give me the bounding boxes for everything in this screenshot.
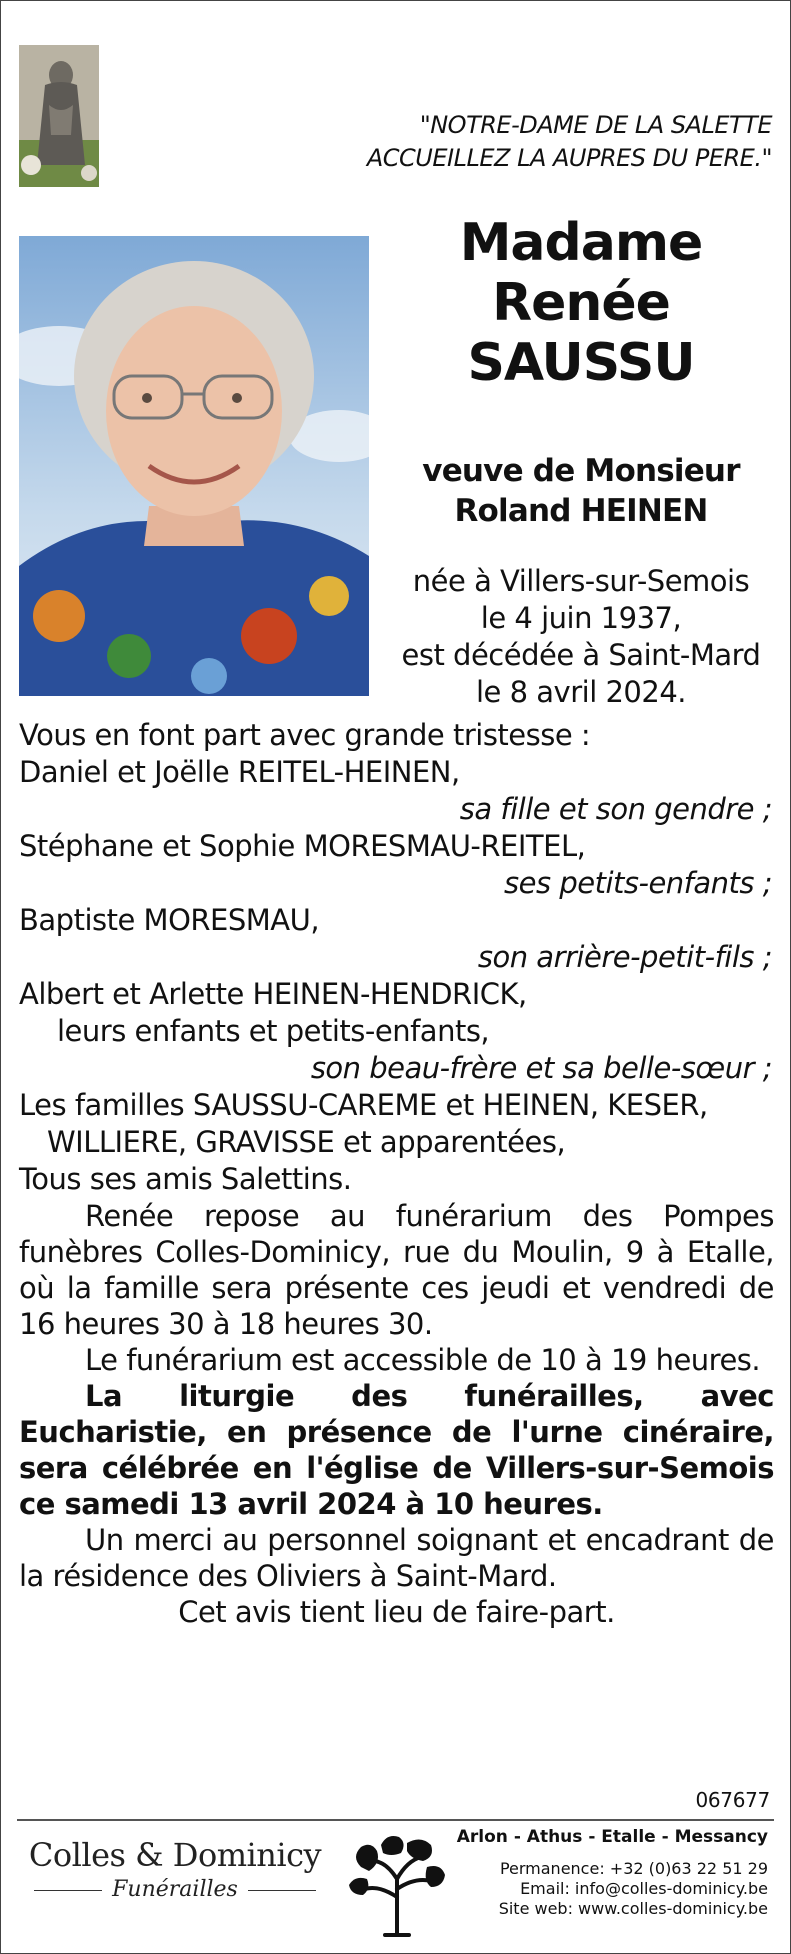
funeral-home-logo	[25, 1835, 325, 1905]
brand-sub-text: Funérailles	[112, 1877, 238, 1902]
brand-subtitle	[25, 1875, 325, 1905]
portrait-photo	[19, 236, 369, 696]
deceased-name	[381, 213, 781, 393]
divider-left	[34, 1890, 102, 1891]
contact-info	[448, 1827, 768, 1919]
family-line: Tous ses amis Salettins.	[19, 1162, 352, 1196]
announcement-body	[19, 717, 774, 1631]
website-text[interactable]: Site web: www.colles-dominicy.be	[498, 1899, 768, 1918]
funerarium-paragraph: Renée repose au funérarium des Pompes funèbres Colles-Dominicy, rue du Moulin, 9 à Etalle, où la famille sera présente ces jeudi et vendredi de 16 heures 30 à 18 heures 30.	[19, 1199, 774, 1341]
family-relation: ses petits-enfants ;	[504, 866, 772, 900]
family-line: Albert et Arlette HEINEN-HENDRICK,	[19, 977, 527, 1011]
liturgy-paragraph: La liturgie des funérailles, avec Eucharistie, en présence de l'urne cinéraire, sera célébrée en l'église de Villers-sur-Semois ce samedi 13 avril 2024 à 10 heures.	[19, 1379, 774, 1521]
thanks-paragraph: Un merci au personnel soignant et encadrant de la résidence des Oliviers à Saint-Mard.	[19, 1523, 774, 1593]
quote-line-2: ACCUEILLEZ LA AUPRES DU PERE."	[366, 144, 772, 172]
birth-line-3: est décédée à Saint-Mard	[401, 638, 761, 672]
branch-cities: Arlon - Athus - Etalle - Messancy	[456, 1827, 768, 1847]
family-line: leurs enfants et petits-enfants,	[57, 1014, 490, 1048]
divider-right	[248, 1890, 316, 1891]
family-relation: sa fille et son gendre ;	[459, 792, 772, 826]
widow-line-2: Roland HEINEN	[454, 493, 708, 529]
statue-photo	[19, 45, 99, 187]
family-relation: son arrière-petit-fils ;	[477, 940, 772, 974]
widow-line-1: veuve de Monsieur	[422, 453, 740, 489]
family-line: Les familles SAUSSU-CAREME et HEINEN, KESER,	[19, 1088, 708, 1122]
birth-line-2: le 4 juin 1937,	[480, 601, 682, 635]
name-title: Madame	[459, 213, 703, 273]
family-line: Daniel et Joëlle REITEL-HEINEN,	[19, 755, 460, 789]
quote-line-1: "NOTRE-DAME DE LA SALETTE	[419, 111, 772, 139]
footer-divider	[17, 1819, 774, 1821]
birth-line-1: née à Villers-sur-Semois	[412, 564, 750, 598]
family-line: Stéphane et Sophie MORESMAU-REITEL,	[19, 829, 586, 863]
name-last: SAUSSU	[467, 333, 695, 393]
brand-name: Colles & Dominicy	[28, 1836, 322, 1874]
birth-death-info	[381, 563, 781, 711]
tree-icon	[341, 1827, 453, 1939]
notice-paragraph: Cet avis tient lieu de faire-part.	[178, 1595, 615, 1629]
birth-line-4: le 8 avril 2024.	[476, 675, 686, 709]
family-line: Baptiste MORESMAU,	[19, 903, 320, 937]
family-relation: son beau-frère et sa belle-sœur ;	[310, 1051, 772, 1085]
name-first: Renée	[492, 273, 670, 333]
phone-text: Permanence: +32 (0)63 22 51 29	[499, 1859, 768, 1878]
memorial-quote	[252, 109, 772, 175]
opening-hours-paragraph: Le funérarium est accessible de 10 à 19 heures.	[85, 1343, 761, 1377]
reference-number: 067677	[695, 1788, 770, 1812]
family-line: WILLIERE, GRAVISSE et apparentées,	[47, 1125, 566, 1159]
widow-of	[381, 451, 781, 531]
email-text[interactable]: Email: info@colles-dominicy.be	[520, 1879, 768, 1898]
family-intro: Vous en font part avec grande tristesse :	[19, 718, 591, 752]
